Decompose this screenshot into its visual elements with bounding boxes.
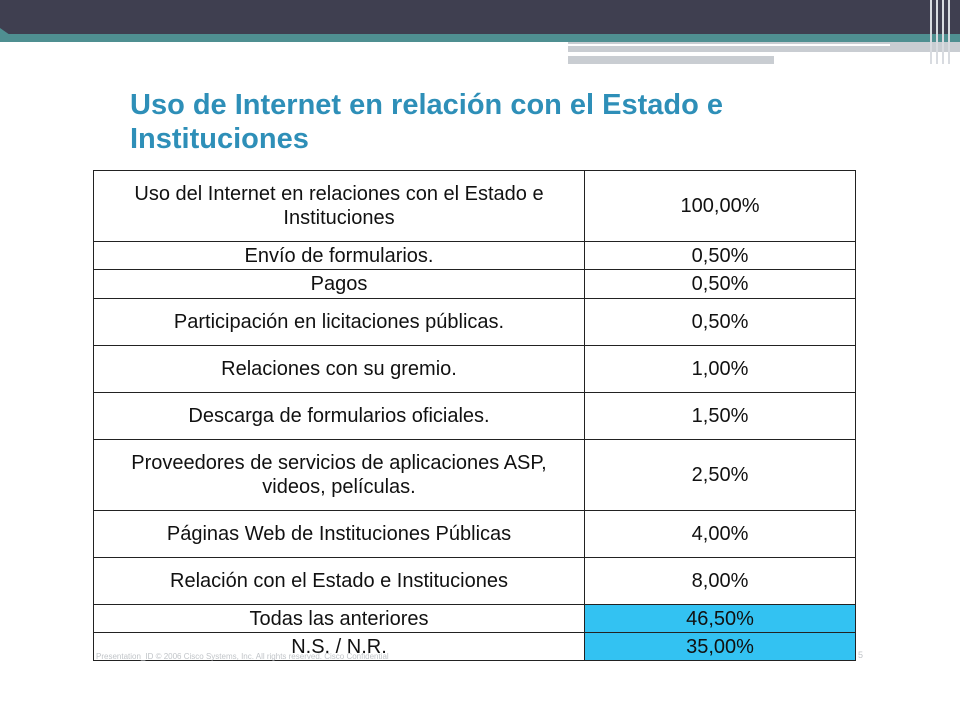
header-decor-band-lower: [568, 56, 774, 64]
slide-header-bar: [0, 0, 960, 34]
table-row: [94, 242, 856, 270]
header-vertical-lines: [930, 0, 952, 64]
table-row: [94, 393, 856, 440]
row-label: Participación en licitaciones públicas.: [94, 299, 585, 346]
page-number: 5: [858, 650, 864, 660]
row-label: Relaciones con su gremio.: [94, 346, 585, 393]
slide-footer: Presentation_ID © 2006 Cisco Systems, Inc. All rights reserved. Cisco Confidential: [96, 652, 389, 661]
table-row: [94, 299, 856, 346]
row-value: 1,00%: [585, 346, 856, 393]
row-label: Relación con el Estado e Instituciones: [94, 558, 585, 605]
table-row: [94, 171, 856, 242]
table-row: [94, 558, 856, 605]
row-label: Envío de formularios.: [94, 242, 585, 270]
header-accent-band: [0, 34, 960, 42]
row-value: 8,00%: [585, 558, 856, 605]
row-value: 1,50%: [585, 393, 856, 440]
table-row: [94, 346, 856, 393]
row-value: 0,50%: [585, 270, 856, 299]
table-row: [94, 605, 856, 633]
row-label: N.S. / N.R.: [94, 633, 585, 661]
header-pointer-shape: [0, 28, 10, 42]
row-label: Descarga de formularios oficiales.: [94, 393, 585, 440]
row-value: 0,50%: [585, 242, 856, 270]
row-label: Proveedores de servicios de aplicaciones ASP, videos, películas.: [94, 440, 585, 511]
row-value: 2,50%: [585, 440, 856, 511]
table-row: [94, 511, 856, 558]
usage-table: [93, 170, 856, 661]
row-value-highlighted: 35,00%: [585, 633, 856, 661]
table-row: [94, 270, 856, 299]
row-label: Páginas Web de Instituciones Públicas: [94, 511, 585, 558]
row-value: 0,50%: [585, 299, 856, 346]
header-decor-line: [568, 44, 890, 46]
row-value-highlighted: 46,50%: [585, 605, 856, 633]
row-label: Pagos: [94, 270, 585, 299]
row-value: 100,00%: [585, 171, 856, 242]
row-label: Todas las anteriores: [94, 605, 585, 633]
slide-title: Uso de Internet en relación con el Estado e Instituciones: [130, 89, 724, 155]
table-row: [94, 440, 856, 511]
row-label: Uso del Internet en relaciones con el Estado e Instituciones: [94, 171, 585, 242]
row-value: 4,00%: [585, 511, 856, 558]
